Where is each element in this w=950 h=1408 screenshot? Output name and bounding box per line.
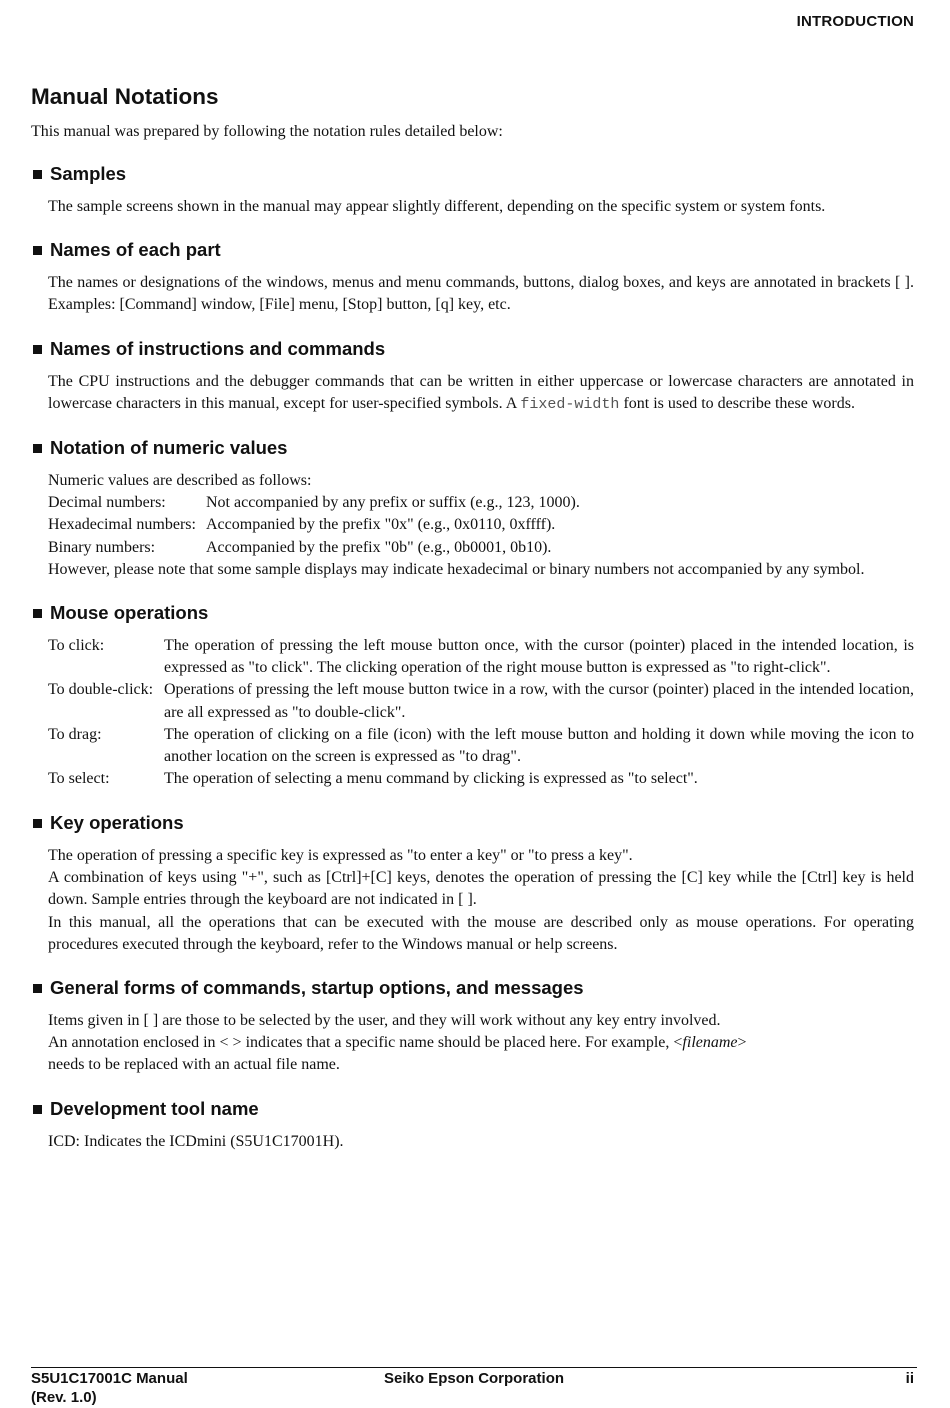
section-numeric-values [31,436,914,581]
section-names-of-each-part [31,238,914,316]
section-heading: Mouse operations [31,601,914,625]
section-heading: Names of instructions and commands [31,337,914,361]
section-text: The sample screens shown in the manual may appear slightly different, depending on the specific system or system fonts. [48,198,826,215]
section-text: Items given in [ ] are those to be selected by the user, and they will work without any key entry involved. [48,1012,721,1029]
mouse-row-click: To click: The operation of pressing the left mouse button once, with the cursor (pointer) placed in the intended location, is expressed as "to click". The clicking operation of the right mouse button is expressed as "to right-click". [48,637,914,677]
mouse-row-drag: To drag: The operation of clicking on a file (icon) with the left mouse button and holding it down while moving the icon to another location on the screen is expressed as "to drag". [48,725,914,766]
section-text: The names or designations of the windows, menus and menu commands, buttons, dialog boxes, and keys are annotated in brackets [ ]. Examples: [Command] window, [File] menu, [Stop] button, [q] key, etc. [48,274,914,314]
section-names-of-instructions [31,337,914,416]
section-mouse-operations [31,601,914,790]
intro-text: This manual was prepared by following the notation rules detailed below: [31,123,503,140]
running-header: INTRODUCTION [796,13,914,30]
section-key-operations [31,811,914,956]
section-text: In this manual, all the operations that can be executed with the mouse are described only as mouse operations. For operating procedures executed through the keyboard, refer to the Windows manual or help screens. [48,913,914,953]
bullet-square-icon [33,444,42,453]
section-heading: Key operations [31,811,914,835]
numeric-row-decimal: Decimal numbers: Not accompanied by any prefix or suffix (e.g., 123, 1000). [48,494,580,512]
footer-company: Seiko Epson Corporation [384,1370,565,1387]
bullet-square-icon [33,345,42,354]
section-heading: Names of each part [31,238,914,262]
section-text: A combination of keys using "+", such as [Ctrl]+[C] keys, denotes the operation of pressing the [C] key while the [Ctrl] key is held down. Sample entries through the keyboard are not indicated in [ ]. [48,869,914,909]
section-heading: Notation of numeric values [31,436,914,460]
bullet-square-icon [33,984,42,993]
mouse-row-double-click: To double-click: Operations of pressing the left mouse button twice in a row, with the cursor (pointer) placed in the intended location, are all expressed as "to double-click". [48,681,914,721]
section-text: needs to be replaced with an actual file name. [48,1056,340,1074]
page-title: Manual Notations [31,84,219,109]
section-text: Numeric values are described as follows: [48,472,312,489]
section-heading: Development tool name [31,1097,914,1121]
footer-rule [31,1367,917,1368]
section-heading: Samples [31,162,914,186]
mouse-row-select: To select: The operation of selecting a menu command by clicking is expressed as "to select". [48,770,698,788]
section-text: An annotation enclosed in < > indicates that a specific name should be placed here. For example, <filename> [48,1034,747,1052]
section-text: The CPU instructions and the debugger commands that can be written in either uppercase or lowercase characters are annotated in lowercase characters in this manual, except for user-specified symbols. A fixed-width font is used to describe these words. [48,373,914,414]
section-text: The operation of pressing a specific key is expressed as "to enter a key" or "to press a key". [48,847,633,864]
numeric-row-binary: Binary numbers: Accompanied by the prefix "0b" (e.g., 0b0001, 0b10). [48,538,552,556]
bullet-square-icon [33,246,42,255]
section-general-forms [31,976,914,1077]
footer-page-number: ii [905,1370,914,1387]
section-samples [31,162,914,218]
footer-manual: S5U1C17001C Manual (Rev. 1.0) [31,1370,188,1406]
bullet-square-icon [33,609,42,618]
bullet-square-icon [33,170,42,179]
section-text: ICD: Indicates the ICDmini (S5U1C17001H). [48,1133,344,1150]
section-development-tool [31,1097,914,1153]
bullet-square-icon [33,819,42,828]
bullet-square-icon [33,1105,42,1114]
numeric-row-hexadecimal: Hexadecimal numbers: Accompanied by the prefix "0x" (e.g., 0x0110, 0xffff). [48,516,556,534]
section-note: However, please note that some sample displays may indicate hexadecimal or binary numbers not accompanied by any symbol. [48,560,865,578]
section-heading: General forms of commands, startup options, and messages [31,976,914,1000]
fixed-width-sample: fixed-width [520,396,620,414]
filename-placeholder: filename [682,1034,738,1052]
